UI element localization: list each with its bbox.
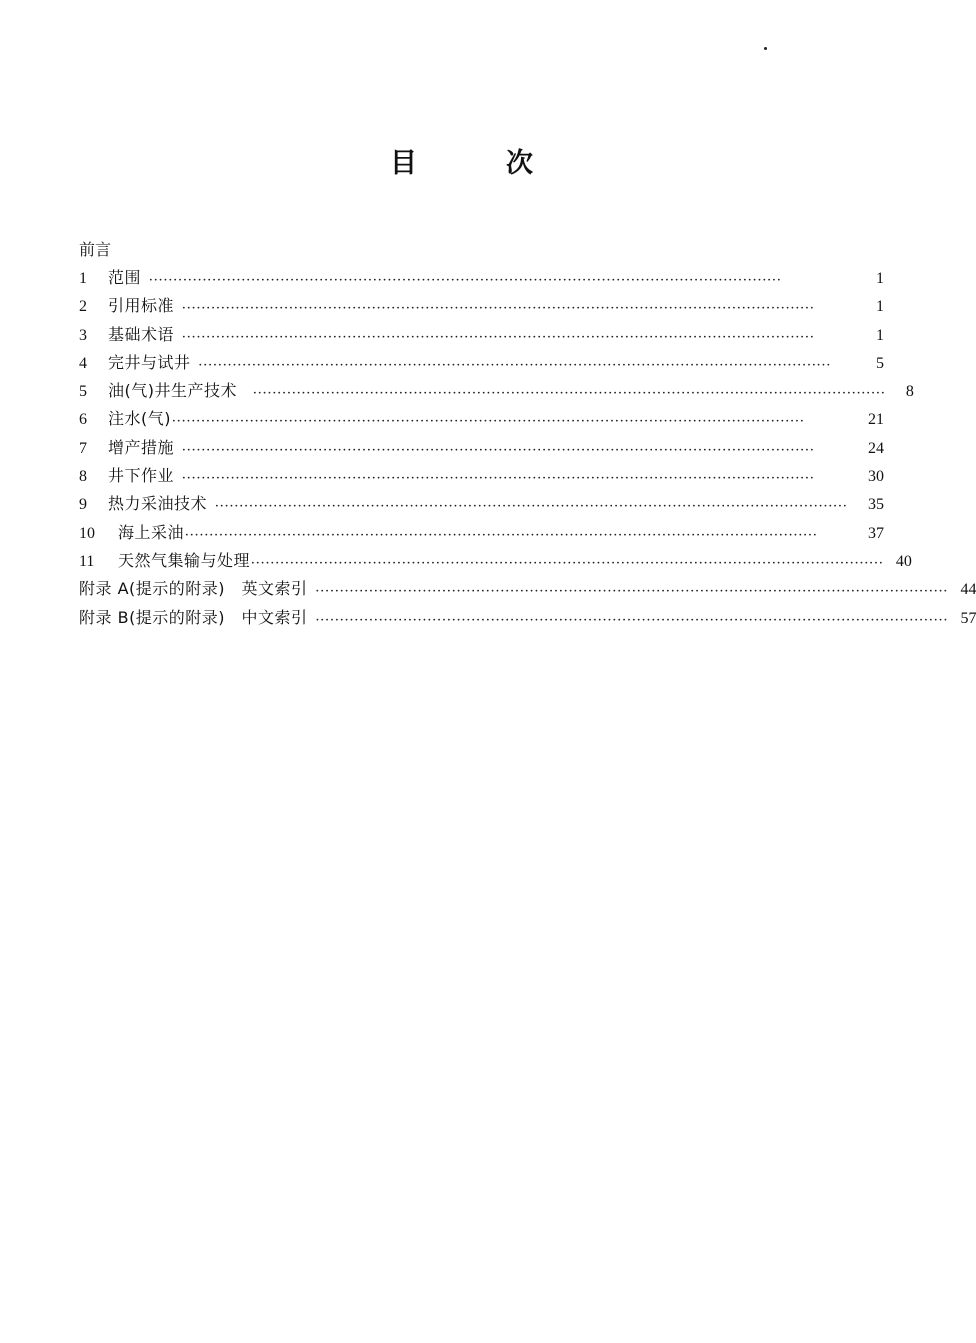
toc-entry-page: 30 (868, 468, 884, 486)
toc-entry-page: 40 (895, 552, 912, 570)
toc-entry-number: 8 (79, 468, 87, 486)
toc-entry-number: 10 (79, 524, 95, 542)
toc-entry-title: 海上采油 (118, 522, 185, 542)
toc-entry-page: 44 (960, 581, 976, 599)
toc-entry[interactable] (79, 434, 884, 462)
toc-leader-dots: ·································································································································· (251, 556, 884, 569)
toc-entry-page: 37 (868, 524, 884, 542)
toc-leader-dots: ·································································································································· (182, 472, 815, 485)
toc-leader-dots: ·································································································································· (185, 528, 818, 541)
toc-entry-appendix-a[interactable] (79, 575, 976, 603)
toc-entry-page: 57 (960, 609, 976, 627)
toc-leader-dots: ·································································································································· (215, 500, 848, 513)
toc-entry[interactable] (79, 405, 884, 433)
toc-entry-page: 21 (868, 411, 884, 429)
toc-entry-title: 井下作业 (108, 466, 175, 486)
toc-preface-entry[interactable]: 前言 (79, 240, 112, 259)
toc-entry-title: 增产措施 (108, 437, 175, 457)
toc-entry-number: 9 (79, 496, 87, 514)
toc-leader-dots: ·································································································································· (198, 358, 832, 371)
toc-entry-title: 注水(气) (108, 409, 171, 429)
toc-leader-dots: ·································································································································· (182, 443, 815, 456)
toc-leader-dots: ·································································································································· (149, 274, 782, 286)
toc-entry[interactable] (79, 490, 884, 518)
toc-entry[interactable] (79, 377, 914, 405)
toc-entry-title: 引用标准 (108, 296, 175, 316)
toc-entry-page: 1 (876, 326, 884, 344)
scan-speck (764, 47, 767, 50)
toc-entry-number: 5 (79, 383, 87, 401)
toc-entry-page: 8 (905, 383, 914, 401)
toc-entry-number: 7 (79, 439, 87, 457)
page-title-char-2: 次 (506, 148, 533, 179)
toc-entry-number: 3 (79, 326, 87, 344)
toc-entry[interactable] (79, 292, 884, 320)
toc-entry-title: 附录 B(提示的附录) 中文索引 (79, 607, 308, 627)
toc-entry[interactable] (79, 547, 912, 575)
toc-entry-title: 基础术语 (108, 324, 175, 344)
toc-entry[interactable] (79, 321, 884, 349)
toc-entry-page: 5 (876, 354, 884, 372)
toc-entry-page: 35 (868, 496, 884, 514)
toc-entry-title: 附录 A(提示的附录) 英文索引 (79, 579, 308, 599)
toc-entry-number: 2 (79, 298, 87, 316)
toc-entry-title: 天然气集输与处理 (118, 550, 251, 570)
toc-entry[interactable] (79, 462, 884, 490)
toc-entry-number: 6 (79, 411, 87, 429)
toc-entry-appendix-b[interactable] (79, 604, 976, 632)
toc-entry-page: 1 (876, 298, 884, 316)
toc-entry[interactable] (79, 519, 884, 547)
page-title-char-1: 目 (390, 148, 417, 179)
page-title (0, 140, 950, 188)
toc-leader-dots: ·································································································································· (253, 387, 886, 400)
toc-entry-page: 24 (868, 439, 884, 457)
toc-entry-title: 油(气)井生产技术 (108, 381, 237, 401)
toc-leader-dots: ·································································································································· (182, 330, 815, 343)
toc-entry-title: 热力采油技术 (108, 494, 208, 514)
table-of-contents (79, 236, 976, 632)
toc-entry[interactable] (79, 264, 884, 292)
toc-leader-dots: ·································································································································· (182, 302, 815, 315)
toc-entry-number: 11 (79, 552, 95, 570)
toc-leader-dots: ·································································································································· (315, 585, 949, 598)
toc-entry-page: 1 (876, 270, 884, 287)
toc-leader-dots: ·································································································································· (172, 415, 805, 428)
toc-leader-dots: ·································································································································· (315, 613, 949, 626)
toc-entry-number: 1 (79, 270, 87, 287)
toc-entry-title: 范围 (108, 268, 142, 287)
toc-entry[interactable] (79, 349, 884, 377)
toc-entry-title: 完井与试井 (108, 352, 191, 372)
toc-entry-number: 4 (79, 354, 87, 372)
